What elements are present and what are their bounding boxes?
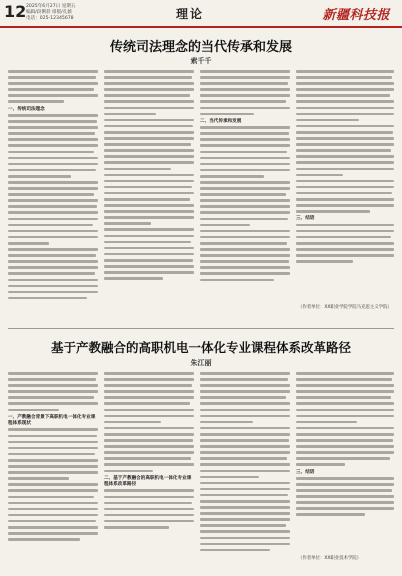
text-line-placeholder bbox=[104, 100, 194, 103]
text-line-placeholder bbox=[8, 428, 98, 431]
article2-author-note: （作者单位：XX职业技术学院） bbox=[298, 556, 362, 561]
text-line-placeholder bbox=[200, 390, 290, 393]
text-line-placeholder bbox=[296, 88, 394, 91]
text-line-placeholder bbox=[8, 187, 98, 190]
text-line-placeholder bbox=[296, 501, 394, 504]
text-line-placeholder bbox=[8, 100, 64, 103]
text-line-placeholder bbox=[200, 199, 290, 202]
text-line-placeholder bbox=[200, 396, 286, 399]
text-line-placeholder bbox=[104, 378, 194, 381]
text-line-placeholder bbox=[104, 384, 192, 387]
text-line-placeholder bbox=[104, 186, 192, 189]
text-line-placeholder bbox=[8, 175, 71, 178]
text-line-placeholder bbox=[104, 247, 194, 250]
text-line-placeholder bbox=[296, 210, 370, 213]
text-line-placeholder bbox=[200, 181, 290, 184]
text-line-placeholder bbox=[200, 384, 290, 387]
text-line-placeholder bbox=[296, 174, 343, 177]
text-line-placeholder bbox=[104, 514, 194, 517]
text-line-placeholder bbox=[200, 138, 290, 141]
text-line-placeholder bbox=[200, 169, 290, 172]
text-line-placeholder bbox=[200, 218, 288, 221]
text-line-placeholder bbox=[104, 445, 194, 448]
text-line-placeholder bbox=[200, 88, 290, 91]
text-line-placeholder bbox=[296, 507, 394, 510]
text-line-placeholder bbox=[296, 483, 394, 486]
text-line-placeholder bbox=[296, 168, 394, 171]
text-line-placeholder bbox=[104, 94, 190, 97]
text-line-placeholder bbox=[8, 199, 98, 202]
text-line-placeholder bbox=[296, 180, 394, 183]
text-line-placeholder bbox=[200, 433, 290, 436]
text-line-placeholder bbox=[8, 157, 98, 160]
issue-date: 2025年6月27日 星期五 bbox=[26, 4, 76, 9]
issue-meta bbox=[26, 4, 75, 22]
article1-closing-label: 三、结语 bbox=[296, 216, 315, 222]
text-line-placeholder bbox=[200, 427, 290, 430]
text-line-placeholder bbox=[104, 155, 194, 158]
text-line-placeholder bbox=[8, 483, 98, 486]
text-line-placeholder bbox=[200, 126, 290, 129]
text-line-placeholder bbox=[200, 82, 288, 85]
text-line-placeholder bbox=[200, 224, 250, 227]
text-line-placeholder bbox=[104, 137, 194, 140]
text-line-placeholder bbox=[8, 218, 98, 221]
text-line-placeholder bbox=[8, 297, 87, 300]
text-line-placeholder bbox=[104, 204, 194, 207]
text-line-placeholder bbox=[200, 157, 290, 160]
text-line-placeholder bbox=[296, 107, 394, 110]
text-line-placeholder bbox=[8, 169, 96, 172]
article-divider bbox=[8, 328, 394, 329]
text-line-placeholder bbox=[200, 402, 290, 405]
text-line-placeholder bbox=[296, 192, 392, 195]
text-line-placeholder bbox=[8, 526, 98, 529]
text-line-placeholder bbox=[8, 520, 96, 523]
text-line-placeholder bbox=[296, 119, 359, 122]
text-line-placeholder bbox=[296, 445, 394, 448]
text-line-placeholder bbox=[296, 415, 394, 418]
text-line-placeholder bbox=[104, 76, 192, 79]
text-line-placeholder bbox=[104, 271, 194, 274]
text-line-placeholder bbox=[8, 465, 98, 468]
text-line-placeholder bbox=[200, 144, 290, 147]
text-line-placeholder bbox=[104, 107, 194, 110]
text-line-placeholder bbox=[296, 402, 394, 405]
text-line-placeholder bbox=[104, 168, 171, 171]
text-line-placeholder bbox=[104, 143, 191, 146]
text-line-placeholder bbox=[104, 277, 163, 280]
article1-column-4 bbox=[296, 70, 394, 326]
text-line-placeholder bbox=[200, 151, 287, 154]
text-line-placeholder bbox=[296, 155, 394, 158]
text-line-placeholder bbox=[200, 415, 290, 418]
text-line-placeholder bbox=[8, 508, 98, 511]
text-line-placeholder bbox=[104, 125, 193, 128]
text-line-placeholder bbox=[296, 113, 394, 116]
text-line-placeholder bbox=[8, 120, 97, 123]
text-line-placeholder bbox=[296, 489, 392, 492]
text-line-placeholder bbox=[200, 163, 290, 166]
text-line-placeholder bbox=[200, 100, 286, 103]
text-line-placeholder bbox=[104, 265, 194, 268]
text-line-placeholder bbox=[200, 230, 290, 233]
text-line-placeholder bbox=[8, 396, 94, 399]
text-line-placeholder bbox=[296, 409, 394, 412]
article1-column-3 bbox=[200, 70, 290, 326]
text-line-placeholder bbox=[296, 82, 394, 85]
text-line-placeholder bbox=[296, 236, 391, 239]
text-line-placeholder bbox=[200, 236, 290, 239]
text-line-placeholder bbox=[200, 193, 286, 196]
text-line-placeholder bbox=[296, 384, 394, 387]
text-line-placeholder bbox=[296, 131, 393, 134]
text-line-placeholder bbox=[104, 174, 194, 177]
article1-subhead-1: 一、传统司法理念 bbox=[8, 106, 45, 112]
text-line-placeholder bbox=[8, 224, 93, 227]
text-line-placeholder bbox=[200, 76, 290, 79]
text-line-placeholder bbox=[8, 384, 98, 387]
text-line-placeholder bbox=[8, 402, 98, 405]
text-line-placeholder bbox=[8, 76, 96, 79]
text-line-placeholder bbox=[296, 230, 394, 233]
text-line-placeholder bbox=[296, 137, 394, 140]
text-line-placeholder bbox=[296, 457, 390, 460]
article2-column-3 bbox=[200, 372, 290, 572]
text-line-placeholder bbox=[104, 496, 194, 499]
text-line-placeholder bbox=[8, 291, 98, 294]
text-line-placeholder bbox=[8, 230, 98, 233]
text-line-placeholder bbox=[104, 470, 153, 473]
text-line-placeholder bbox=[104, 88, 194, 91]
article2-closing-label: 三、结语 bbox=[296, 469, 315, 475]
article1-title: 传统司法理念的当代传承和发展 bbox=[109, 40, 292, 55]
text-line-placeholder bbox=[200, 421, 253, 424]
text-line-placeholder bbox=[296, 198, 394, 201]
text-line-placeholder bbox=[200, 113, 254, 116]
newspaper-masthead: 新疆科技报 bbox=[322, 8, 390, 23]
text-line-placeholder bbox=[296, 378, 392, 381]
text-line-placeholder bbox=[104, 439, 193, 442]
text-line-placeholder bbox=[8, 151, 94, 154]
text-line-placeholder bbox=[8, 260, 98, 263]
text-line-placeholder bbox=[104, 463, 194, 466]
contact-line: 电话：025-12345678 bbox=[26, 16, 74, 21]
text-line-placeholder bbox=[8, 126, 98, 129]
text-line-placeholder bbox=[8, 138, 98, 141]
text-line-placeholder bbox=[104, 259, 193, 262]
text-line-placeholder bbox=[104, 526, 169, 529]
text-line-placeholder bbox=[200, 506, 290, 509]
text-line-placeholder bbox=[200, 254, 290, 257]
text-line-placeholder bbox=[104, 451, 194, 454]
text-line-placeholder bbox=[296, 100, 394, 103]
text-line-placeholder bbox=[200, 409, 290, 412]
text-line-placeholder bbox=[200, 488, 290, 491]
article1-column-2 bbox=[104, 70, 194, 326]
article2-column-1 bbox=[8, 372, 98, 572]
text-line-placeholder bbox=[200, 279, 274, 282]
text-line-placeholder bbox=[104, 253, 194, 256]
page-header bbox=[0, 0, 402, 28]
text-line-placeholder bbox=[104, 149, 194, 152]
text-line-placeholder bbox=[8, 254, 96, 257]
article2-column-2 bbox=[104, 372, 194, 572]
text-line-placeholder bbox=[104, 216, 194, 219]
text-line-placeholder bbox=[8, 441, 98, 444]
text-line-placeholder bbox=[296, 439, 393, 442]
text-line-placeholder bbox=[296, 390, 394, 393]
header-rule bbox=[0, 26, 402, 28]
text-line-placeholder bbox=[8, 266, 98, 269]
text-line-placeholder bbox=[8, 409, 59, 412]
text-line-placeholder bbox=[104, 192, 194, 195]
text-line-placeholder bbox=[296, 254, 394, 257]
text-line-placeholder bbox=[8, 459, 98, 462]
text-line-placeholder bbox=[296, 76, 392, 79]
text-line-placeholder bbox=[200, 524, 286, 527]
text-line-placeholder bbox=[200, 205, 290, 208]
text-line-placeholder bbox=[296, 396, 391, 399]
text-line-placeholder bbox=[8, 144, 98, 147]
text-line-placeholder bbox=[104, 520, 194, 523]
text-line-placeholder bbox=[296, 495, 394, 498]
text-line-placeholder bbox=[104, 427, 194, 430]
text-line-placeholder bbox=[200, 512, 290, 515]
text-line-placeholder bbox=[104, 402, 190, 405]
text-line-placeholder bbox=[200, 175, 264, 178]
text-line-placeholder bbox=[8, 435, 97, 438]
text-line-placeholder bbox=[8, 242, 49, 245]
text-line-placeholder bbox=[200, 70, 290, 73]
text-line-placeholder bbox=[8, 248, 98, 251]
text-line-placeholder bbox=[200, 260, 289, 263]
text-line-placeholder bbox=[8, 496, 94, 499]
text-line-placeholder bbox=[8, 285, 98, 288]
text-line-placeholder bbox=[296, 186, 394, 189]
article2-subhead-2: 二、基于产教融合的高职机电一体化专业课程体系改革路径 bbox=[104, 475, 192, 487]
text-line-placeholder bbox=[200, 494, 288, 497]
text-line-placeholder bbox=[8, 390, 98, 393]
text-line-placeholder bbox=[8, 205, 97, 208]
text-line-placeholder bbox=[8, 538, 80, 541]
text-line-placeholder bbox=[8, 132, 95, 135]
text-line-placeholder bbox=[8, 236, 98, 239]
text-line-placeholder bbox=[104, 433, 194, 436]
article1-column-1 bbox=[8, 70, 98, 326]
text-line-placeholder bbox=[104, 119, 194, 122]
text-line-placeholder bbox=[296, 94, 390, 97]
text-line-placeholder bbox=[104, 415, 194, 418]
text-line-placeholder bbox=[200, 266, 290, 269]
text-line-placeholder bbox=[200, 272, 290, 275]
text-line-placeholder bbox=[200, 242, 287, 245]
text-line-placeholder bbox=[296, 125, 394, 128]
text-line-placeholder bbox=[200, 482, 290, 485]
text-line-placeholder bbox=[104, 372, 194, 375]
editor-line: 编辑/段俐彩 排版/孔薇 bbox=[26, 10, 72, 15]
text-line-placeholder bbox=[296, 451, 394, 454]
text-line-placeholder bbox=[104, 409, 194, 412]
section-title: 理论 bbox=[176, 7, 205, 21]
text-line-placeholder bbox=[200, 439, 289, 442]
text-line-placeholder bbox=[296, 513, 365, 516]
text-line-placeholder bbox=[104, 198, 190, 201]
text-line-placeholder bbox=[104, 70, 194, 73]
text-line-placeholder bbox=[296, 224, 394, 227]
text-line-placeholder bbox=[8, 193, 94, 196]
text-line-placeholder bbox=[296, 427, 394, 430]
text-line-placeholder bbox=[200, 451, 290, 454]
text-line-placeholder bbox=[200, 107, 290, 110]
text-line-placeholder bbox=[8, 378, 96, 381]
text-line-placeholder bbox=[8, 514, 98, 517]
text-line-placeholder bbox=[200, 372, 290, 375]
text-line-placeholder bbox=[200, 537, 290, 540]
text-line-placeholder bbox=[104, 222, 151, 225]
text-line-placeholder bbox=[104, 390, 194, 393]
text-line-placeholder bbox=[200, 378, 288, 381]
text-line-placeholder bbox=[296, 149, 391, 152]
text-line-placeholder bbox=[104, 489, 194, 492]
text-line-placeholder bbox=[104, 421, 161, 424]
text-line-placeholder bbox=[200, 543, 290, 546]
text-line-placeholder bbox=[8, 502, 98, 505]
text-line-placeholder bbox=[104, 210, 194, 213]
text-line-placeholder bbox=[8, 82, 98, 85]
text-line-placeholder bbox=[8, 88, 94, 91]
article1-subhead-2: 二、当代传承和发展 bbox=[200, 118, 242, 124]
text-line-placeholder bbox=[200, 94, 290, 97]
text-line-placeholder bbox=[8, 211, 98, 214]
text-line-placeholder bbox=[296, 477, 394, 480]
text-line-placeholder bbox=[104, 113, 156, 116]
text-line-placeholder bbox=[8, 272, 95, 275]
article2-column-4 bbox=[296, 372, 394, 572]
text-line-placeholder bbox=[8, 181, 98, 184]
text-line-placeholder bbox=[200, 132, 289, 135]
article2-subhead-1: 一、产教融合背景下高职机电一体化专业课程体系现状 bbox=[8, 414, 96, 427]
text-line-placeholder bbox=[296, 463, 345, 466]
text-line-placeholder bbox=[296, 242, 394, 245]
text-line-placeholder bbox=[200, 500, 290, 503]
text-line-placeholder bbox=[8, 532, 98, 535]
text-line-placeholder bbox=[8, 372, 98, 375]
text-line-placeholder bbox=[104, 508, 194, 511]
text-line-placeholder bbox=[200, 445, 290, 448]
text-line-placeholder bbox=[8, 489, 98, 492]
text-line-placeholder bbox=[104, 457, 191, 460]
text-line-placeholder bbox=[296, 260, 353, 263]
text-line-placeholder bbox=[200, 518, 290, 521]
text-line-placeholder bbox=[200, 211, 290, 214]
text-line-placeholder bbox=[200, 549, 270, 552]
text-line-placeholder bbox=[296, 204, 394, 207]
text-line-placeholder bbox=[104, 82, 194, 85]
article1-author-note: （作者单位：XX职业学院学院马克思主义学院） bbox=[298, 305, 392, 310]
text-line-placeholder bbox=[200, 187, 290, 190]
text-line-placeholder bbox=[104, 241, 191, 244]
page-number: 12 bbox=[4, 2, 27, 21]
text-line-placeholder bbox=[104, 502, 192, 505]
text-line-placeholder bbox=[200, 248, 290, 251]
text-line-placeholder bbox=[104, 131, 194, 134]
text-line-placeholder bbox=[104, 396, 194, 399]
text-line-placeholder bbox=[296, 143, 394, 146]
article1-author: 索千千 bbox=[190, 57, 212, 65]
text-line-placeholder bbox=[104, 235, 194, 238]
text-line-placeholder bbox=[200, 530, 290, 533]
text-line-placeholder bbox=[296, 421, 357, 424]
article2-author: 朱江丽 bbox=[190, 359, 212, 367]
article2-title: 基于产教融合的高职机电一体化专业课程体系改革路径 bbox=[50, 340, 351, 355]
text-line-placeholder bbox=[200, 463, 290, 466]
text-line-placeholder bbox=[200, 470, 290, 473]
text-line-placeholder bbox=[296, 248, 394, 251]
text-line-placeholder bbox=[8, 447, 98, 450]
text-line-placeholder bbox=[296, 433, 394, 436]
text-line-placeholder bbox=[104, 180, 194, 183]
text-line-placeholder bbox=[8, 453, 95, 456]
text-line-placeholder bbox=[8, 94, 98, 97]
text-line-placeholder bbox=[296, 161, 394, 164]
text-line-placeholder bbox=[8, 163, 98, 166]
text-line-placeholder bbox=[8, 477, 69, 480]
text-line-placeholder bbox=[104, 161, 194, 164]
text-line-placeholder bbox=[296, 70, 394, 73]
text-line-placeholder bbox=[8, 114, 98, 117]
text-line-placeholder bbox=[8, 70, 98, 73]
text-line-placeholder bbox=[8, 279, 98, 282]
text-line-placeholder bbox=[200, 476, 259, 479]
text-line-placeholder bbox=[104, 228, 194, 231]
text-line-placeholder bbox=[200, 457, 287, 460]
text-line-placeholder bbox=[8, 471, 98, 474]
text-line-placeholder bbox=[296, 372, 394, 375]
